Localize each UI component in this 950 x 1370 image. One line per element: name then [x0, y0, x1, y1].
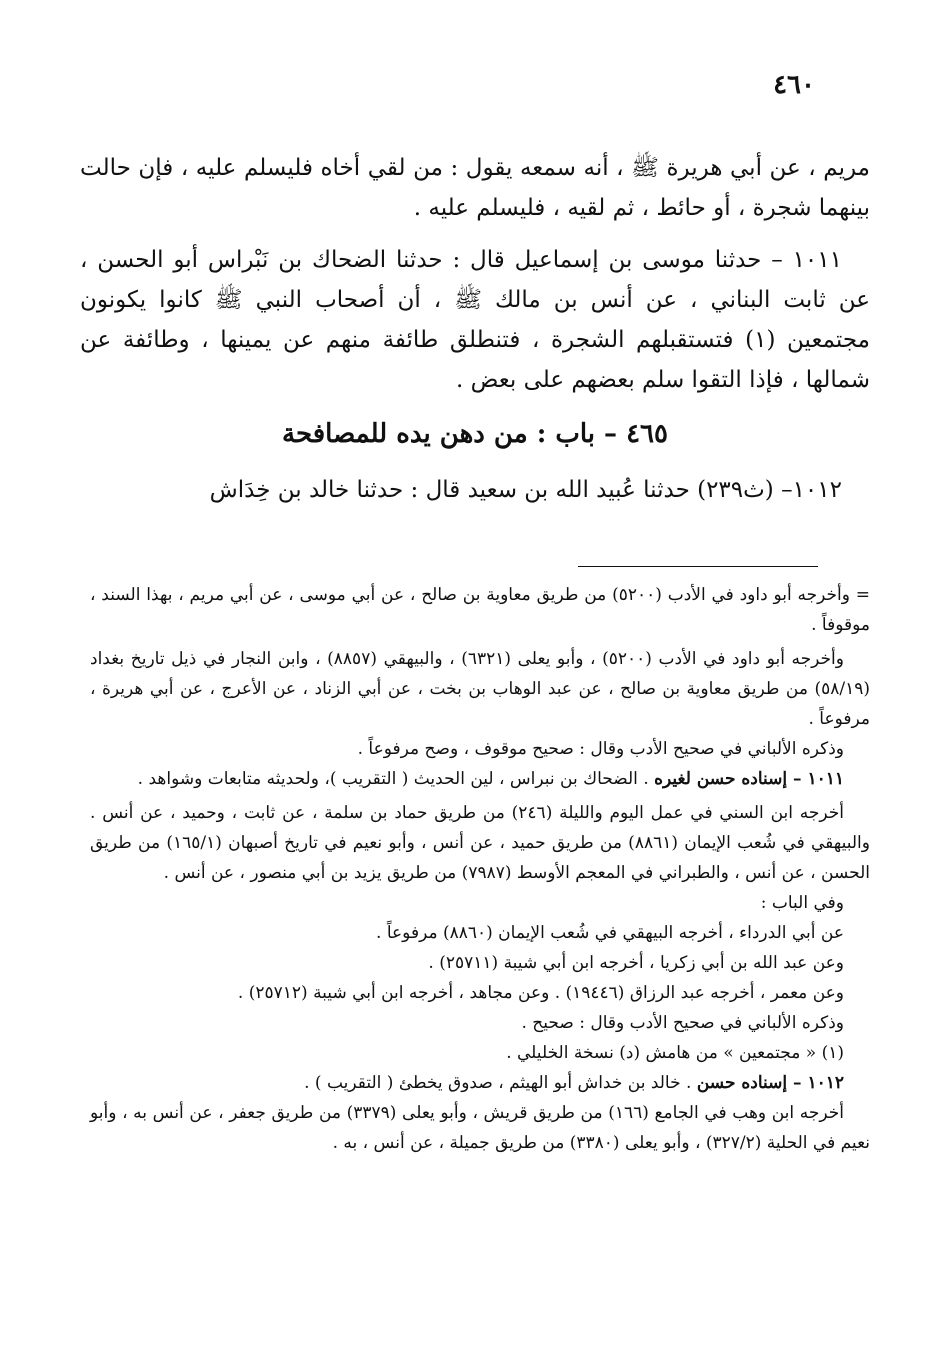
footnote-paragraph: أخرجه ابن السني في عمل اليوم والليلة (٢٤٦) من طريق حماد بن سلمة ، عن ثابت ، وحميد ، عن أنس . والبيهقي في شُعب الإيمان (٨٨٦١) من طريق حميد ، عن أنس ، وأبو نعيم في تاريخ أصبهان (١٦٥/١) من طريق الحسن ، عن أنس ، والطبراني في المعجم الأوسط (٧٩٨٧) من طريق يزيد بن أبي منصور ، عن أنس .	[90, 803, 870, 883]
chapter-heading: ٤٦٥ – باب : من دهن يده للمصافحة	[282, 419, 668, 449]
footnote-paragraph: وذكره الألباني في صحيح الأدب وقال : صحيح .	[521, 1013, 844, 1033]
footnote-paragraph: عن أبي الدرداء ، أخرجه البيهقي في شُعب الإيمان (٨٨٦٠) مرفوعاً .	[376, 923, 844, 943]
footnote-paragraph: وعن عبد الله بن أبي زكريا ، أخرجه ابن أبي شيبة (٢٥٧١١) .	[428, 953, 844, 973]
footnote-1012	[90, 1068, 870, 1098]
footnote-1: (١) « مجتمعين » من هامش (د) نسخة الخليلي .	[506, 1043, 844, 1063]
footnote-paragraph: أخرجه ابن وهب في الجامع (١٦٦) من طريق قريش ، وأبو يعلى (٣٣٧٩) من طريق جعفر ، عن أنس به ، وأبو نعيم في الحلية (٣٢٧/٢) ، وأبو يعلى (٣٣٨٠) من طريق جميلة ، عن أنس ، به .	[90, 1103, 870, 1153]
footnote-1011-text: . الضحاك بن نبراس ، لين الحديث ( التقريب )، ولحديثه متابعات وشواهد .	[137, 769, 649, 789]
paragraph-continuation: مريم ، عن أبي هريرة ﷺ ، أنه سمعه يقول : من لقي أخاه فليسلم عليه ، فإن حالت بينهما شجرة ، أو حائط ، ثم لقيه ، فليسلم عليه .	[80, 155, 870, 221]
page-number: ٤٦٠	[773, 70, 815, 100]
footnote-paragraph: وفي الباب :	[760, 893, 844, 913]
footnote-paragraph: وأخرجه أبو داود في الأدب (٥٢٠٠) ، وأبو يعلى (٦٣٢١) ، والبيهقي (٨٨٥٧) ، وابن النجار في ذيل تاريخ بغداد (٥٨/١٩) من طريق معاوية بن صالح ، عن عبد الوهاب بن بخت ، عن أبي الزناد ، عن الأعرج ، عن أبي هريرة ، مرفوعاً .	[90, 649, 870, 729]
footnote-1012-label: ١٠١٢ – إسناده حسن	[696, 1073, 844, 1093]
footnote-paragraph: وذكره الألباني في صحيح الأدب وقال : صحيح موقوف ، وصح مرفوعاً .	[357, 739, 844, 759]
footnote-divider	[578, 566, 818, 567]
footnote-paragraph: وعن معمر ، أخرجه عبد الرزاق (١٩٤٤٦) . وعن مجاهد ، أخرجه ابن أبي شيبة (٢٥٧١٢) .	[237, 983, 844, 1003]
hadith-1012: ١٠١٢– (ث٢٣٩) حدثنا عُبيد الله بن سعيد قال : حدثنا خالد بن خِدَاش	[209, 477, 842, 503]
footnote-1012-text: . خالد بن خداش أبو الهيثم ، صدوق يخطئ ( التقريب ) .	[304, 1073, 692, 1093]
footnote-1011-label: ١٠١١ – إسناده حسن لغيره	[654, 769, 844, 789]
hadith-1011: ١٠١١ – حدثنا موسى بن إسماعيل قال : حدثنا الضحاك بن نَبْراس أبو الحسن ، عن ثابت البناني ، عن أنس بن مالك ﷺ ، أن أصحاب النبي ﷺ كانوا يكونون مجتمعين (١) فتستقبلهم الشجرة ، فتنطلق طائفة منهم عن يمينها ، وطائفة عن شمالها ، فإذا التقوا سلم بعضهم على بعض .	[80, 247, 870, 393]
main-text	[80, 148, 870, 510]
footnote-continuation: = وأخرجه أبو داود في الأدب (٥٢٠٠) من طريق معاوية بن صالح ، عن أبي موسى ، عن أبي مريم ، بهذا السند ، موقوفاً .	[90, 585, 871, 635]
footnote-1011	[90, 764, 870, 794]
footnotes	[90, 580, 870, 1158]
